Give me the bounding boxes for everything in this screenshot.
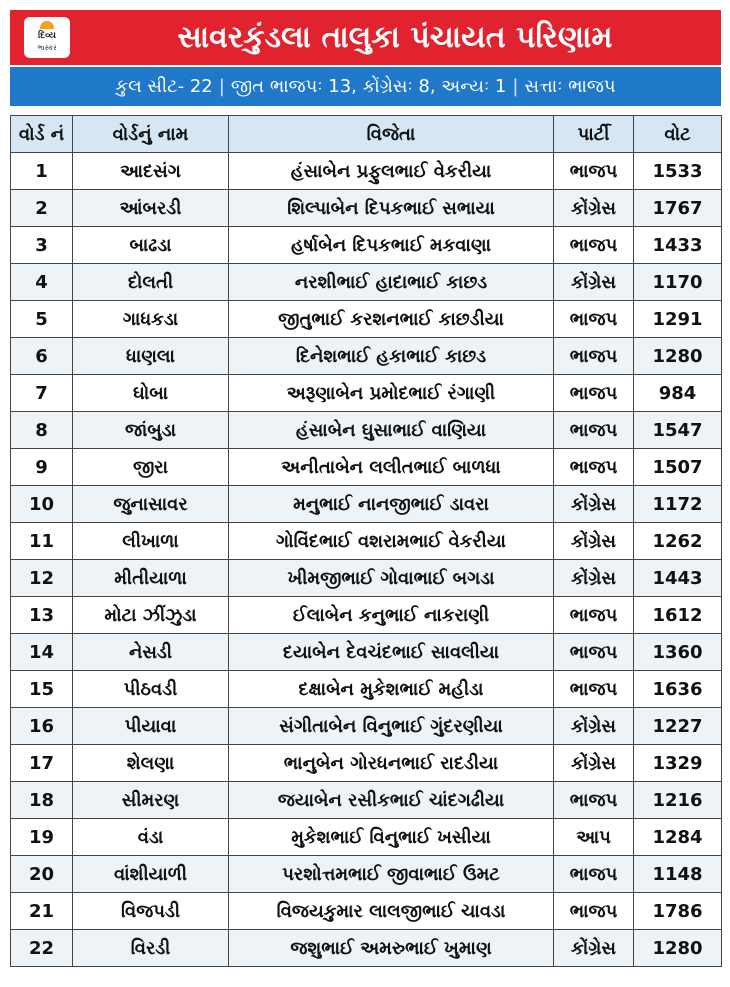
party-cell: ભાજપ	[554, 856, 634, 893]
table-row	[11, 412, 722, 449]
table-row	[11, 338, 722, 375]
header-ward-no: વોર્ડ નં	[11, 116, 73, 153]
ward-no-cell: 21	[11, 893, 73, 930]
party-cell: ભાજપ	[554, 227, 634, 264]
header-votes: વોટ	[634, 116, 722, 153]
page-title: સાવરકુંડલા તાલુકા પંચાયત પરિણામ	[177, 20, 613, 55]
ward-name-cell: લીખાળા	[73, 523, 229, 560]
ward-name-cell: ધાણલા	[73, 338, 229, 375]
votes-cell: 1216	[634, 782, 722, 819]
table-row	[11, 782, 722, 819]
votes-cell: 1612	[634, 597, 722, 634]
votes-cell: 1443	[634, 560, 722, 597]
ward-no-cell: 20	[11, 856, 73, 893]
votes-cell: 1262	[634, 523, 722, 560]
ward-name-cell: વાંશીયાળી	[73, 856, 229, 893]
ward-no-cell: 12	[11, 560, 73, 597]
votes-cell: 984	[634, 375, 722, 412]
votes-cell: 1786	[634, 893, 722, 930]
party-cell: ભાજપ	[554, 597, 634, 634]
ward-name-cell: જીરા	[73, 449, 229, 486]
votes-cell: 1148	[634, 856, 722, 893]
party-cell: કોંગ્રેસ	[554, 745, 634, 782]
winner-cell: હંસાબેન પ્રફુલભાઈ વેકરીયા	[229, 153, 554, 190]
title-banner	[10, 10, 721, 65]
votes-cell: 1227	[634, 708, 722, 745]
table-row	[11, 671, 722, 708]
winner-cell: દક્ષાબેન મુકેશભાઈ મહીડા	[229, 671, 554, 708]
votes-cell: 1433	[634, 227, 722, 264]
table-row	[11, 930, 722, 967]
winner-cell: દયાબેન દેવચંદભાઈ સાવલીયા	[229, 634, 554, 671]
votes-cell: 1767	[634, 190, 722, 227]
ward-no-cell: 10	[11, 486, 73, 523]
ward-no-cell: 5	[11, 301, 73, 338]
ward-name-cell: જાંબુડા	[73, 412, 229, 449]
winner-cell: શિલ્પાબેન દિપકભાઈ સભાયા	[229, 190, 554, 227]
ward-no-cell: 14	[11, 634, 73, 671]
results-table	[10, 115, 722, 967]
sun-icon	[40, 21, 54, 29]
winner-cell: દિનેશભાઈ હકાભાઈ કાછડ	[229, 338, 554, 375]
divider: |	[512, 76, 519, 97]
ward-no-cell: 13	[11, 597, 73, 634]
winner-cell: જયાબેન રસીકભાઈ ચાંદગઢીયા	[229, 782, 554, 819]
table-row	[11, 819, 722, 856]
table-row	[11, 560, 722, 597]
table-row	[11, 190, 722, 227]
won-seats: જીત ભાજપઃ 13, કોંગ્રેસઃ 8, અન્યઃ 1	[230, 76, 507, 97]
votes-cell: 1547	[634, 412, 722, 449]
ward-no-cell: 22	[11, 930, 73, 967]
votes-cell: 1280	[634, 338, 722, 375]
ward-no-cell: 11	[11, 523, 73, 560]
ward-no-cell: 7	[11, 375, 73, 412]
party-cell: કોંગ્રેસ	[554, 190, 634, 227]
winner-cell: પરશોત્તમભાઈ જીવાભાઈ ઉમટ	[229, 856, 554, 893]
ward-no-cell: 2	[11, 190, 73, 227]
table-row	[11, 227, 722, 264]
table-row	[11, 375, 722, 412]
votes-cell: 1291	[634, 301, 722, 338]
winner-cell: જશુભાઈ અમરુભાઈ ખુમાણ	[229, 930, 554, 967]
party-cell: આપ	[554, 819, 634, 856]
winner-cell: હર્ષાબેન દિપકભાઈ મકવાણા	[229, 227, 554, 264]
table-row	[11, 153, 722, 190]
votes-cell: 1170	[634, 264, 722, 301]
ward-no-cell: 8	[11, 412, 73, 449]
ruling-party: સત્તાઃ ભાજપ	[524, 76, 616, 97]
winner-cell: મનુભાઈ નાનજીભાઈ ડાવરા	[229, 486, 554, 523]
ward-no-cell: 15	[11, 671, 73, 708]
party-cell: ભાજપ	[554, 449, 634, 486]
winner-cell: ઈલાબેન કનુભાઈ નાકરાણી	[229, 597, 554, 634]
table-row	[11, 523, 722, 560]
party-cell: ભાજપ	[554, 338, 634, 375]
table-row	[11, 486, 722, 523]
winner-cell: નરશીભાઈ હાદાભાઈ કાછડ	[229, 264, 554, 301]
table-row	[11, 634, 722, 671]
ward-no-cell: 4	[11, 264, 73, 301]
winner-cell: ખીમજીભાઈ ગોવાભાઈ બગડા	[229, 560, 554, 597]
party-cell: ભાજપ	[554, 375, 634, 412]
party-cell: ભાજપ	[554, 634, 634, 671]
winner-cell: અરૂણાબેન પ્રમોદભાઈ રંગાણી	[229, 375, 554, 412]
table-row	[11, 745, 722, 782]
divya-bhaskar-logo	[24, 17, 70, 58]
ward-name-cell: સીમરણ	[73, 782, 229, 819]
header-ward-name: વોર્ડનું નામ	[73, 116, 229, 153]
summary-bar	[10, 67, 721, 106]
winner-cell: ગોવિંદભાઈ વશરામભાઈ વેકરીયા	[229, 523, 554, 560]
table-row	[11, 708, 722, 745]
table-header-row	[11, 116, 722, 153]
ward-no-cell: 16	[11, 708, 73, 745]
header-winner: વિજેતા	[229, 116, 554, 153]
logo-text: દિવ્ય	[38, 31, 56, 41]
table-row	[11, 264, 722, 301]
party-cell: ભાજપ	[554, 301, 634, 338]
ward-no-cell: 9	[11, 449, 73, 486]
party-cell: ભાજપ	[554, 782, 634, 819]
votes-cell: 1360	[634, 634, 722, 671]
divider: |	[218, 76, 225, 97]
votes-cell: 1280	[634, 930, 722, 967]
ward-no-cell: 6	[11, 338, 73, 375]
ward-name-cell: ગાધકડા	[73, 301, 229, 338]
ward-name-cell: દોલતી	[73, 264, 229, 301]
total-seats: કુલ સીટ- 22	[115, 76, 213, 97]
table-row	[11, 449, 722, 486]
votes-cell: 1329	[634, 745, 722, 782]
party-cell: કોંગ્રેસ	[554, 264, 634, 301]
ward-name-cell: આદસંગ	[73, 153, 229, 190]
winner-cell: હંસાબેન ઘુસાભાઈ વાણિયા	[229, 412, 554, 449]
ward-no-cell: 19	[11, 819, 73, 856]
table-row	[11, 856, 722, 893]
ward-name-cell: વંડા	[73, 819, 229, 856]
ward-no-cell: 3	[11, 227, 73, 264]
party-cell: કોંગ્રેસ	[554, 486, 634, 523]
table-row	[11, 893, 722, 930]
party-cell: કોંગ્રેસ	[554, 560, 634, 597]
ward-no-cell: 18	[11, 782, 73, 819]
ward-name-cell: ઘોબા	[73, 375, 229, 412]
winner-cell: ભાનુબેન ગોરધનભાઈ રાદડીયા	[229, 745, 554, 782]
winner-cell: મુકેશભાઈ વિનુભાઈ ખસીયા	[229, 819, 554, 856]
ward-name-cell: જુનાસાવર	[73, 486, 229, 523]
ward-name-cell: પીઠવડી	[73, 671, 229, 708]
votes-cell: 1533	[634, 153, 722, 190]
winner-cell: અનીતાબેન લલીતભાઈ બાળધા	[229, 449, 554, 486]
winner-cell: સંગીતાબેન વિનુભાઈ ગુંદરણીયા	[229, 708, 554, 745]
party-cell: ભાજપ	[554, 412, 634, 449]
ward-no-cell: 17	[11, 745, 73, 782]
votes-cell: 1507	[634, 449, 722, 486]
table-row	[11, 597, 722, 634]
winner-cell: જીતુભાઈ કરશનભાઈ કાછડીયા	[229, 301, 554, 338]
ward-name-cell: મીતીયાળા	[73, 560, 229, 597]
votes-cell: 1172	[634, 486, 722, 523]
party-cell: ભાજપ	[554, 893, 634, 930]
logo-subtext: ભાસ્કર	[37, 44, 57, 52]
party-cell: કોંગ્રેસ	[554, 930, 634, 967]
ward-name-cell: વિજપડી	[73, 893, 229, 930]
ward-no-cell: 1	[11, 153, 73, 190]
votes-cell: 1636	[634, 671, 722, 708]
header-party: પાર્ટી	[554, 116, 634, 153]
table-row	[11, 301, 722, 338]
party-cell: ભાજપ	[554, 153, 634, 190]
ward-name-cell: પીયાવા	[73, 708, 229, 745]
winner-cell: વિજયકુમાર લાલજીભાઈ ચાવડા	[229, 893, 554, 930]
party-cell: કોંગ્રેસ	[554, 708, 634, 745]
ward-name-cell: આંબરડી	[73, 190, 229, 227]
party-cell: કોંગ્રેસ	[554, 523, 634, 560]
ward-name-cell: બાઢડા	[73, 227, 229, 264]
votes-cell: 1284	[634, 819, 722, 856]
ward-name-cell: વિરડી	[73, 930, 229, 967]
ward-name-cell: નેસડી	[73, 634, 229, 671]
ward-name-cell: મોટા ઝીંઝુડા	[73, 597, 229, 634]
party-cell: ભાજપ	[554, 671, 634, 708]
ward-name-cell: શેલણા	[73, 745, 229, 782]
